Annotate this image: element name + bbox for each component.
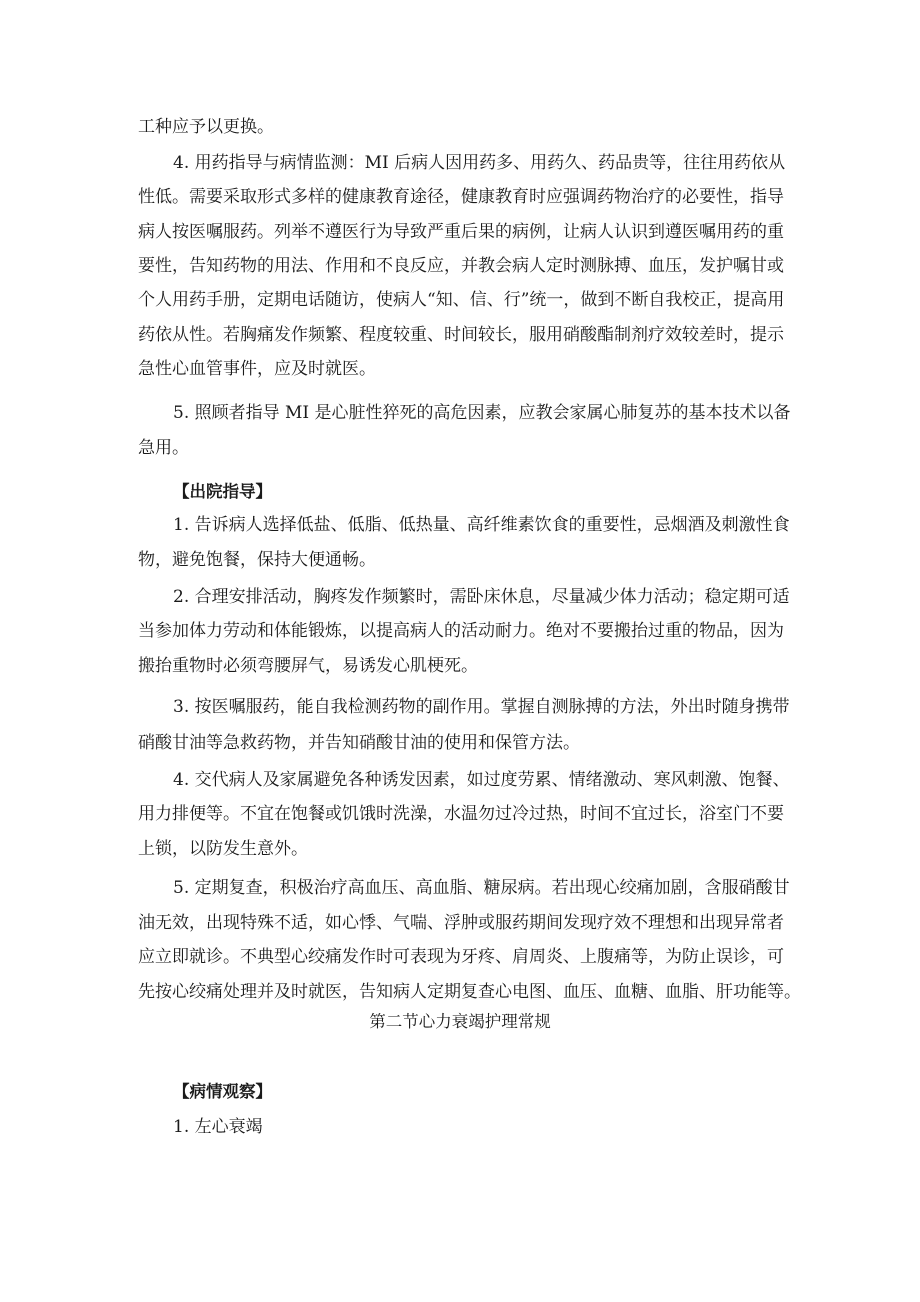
paragraph-line: 工种应予以更换。	[138, 117, 274, 137]
section-title: 第二节心力衰竭护理常规	[369, 1012, 551, 1031]
paragraph-line: 4. 用药指导与病情监测：MI 后病人因用药多、用药久、药品贵等，往往用药依从	[173, 153, 786, 173]
paragraph-line: 搬抬重物时必须弯腰屏气，易诱发心肌梗死。	[138, 656, 478, 676]
paragraph-line: 2. 合理安排活动，胸疼发作频繁时，需卧床休息，尽量减少体力活动；稳定期可适	[173, 587, 790, 607]
paragraph-line: 病人按医嘱服药。列举不遵医行为导致严重后果的病例，让病人认识到遵医嘱用药的重	[138, 222, 784, 242]
paragraph-line: 1. 告诉病人选择低盐、低脂、低热量、高纤维素饮食的重要性，忌烟酒及刺激性食	[173, 515, 790, 535]
paragraph-line: 个人用药手册，定期电话随访，使病人“知、信、行”统一，做到不断自我校正，提高用	[138, 290, 785, 310]
paragraph-line: 物，避免饱餐，保持大便通畅。	[138, 550, 376, 570]
paragraph-line: 性低。需要采取形式多样的健康教育途径，健康教育时应强调药物治疗的必要性，指导	[138, 187, 784, 207]
paragraph-line: 用力排便等。不宜在饱餐或饥饿时洗澡，水温勿过冷过热，时间不宜过长，浴室门不要	[138, 804, 784, 824]
paragraph-line: 先按心绞痛处理并及时就医，告知病人定期复查心电图、血压、血糖、血脂、肝功能等。	[138, 982, 801, 1002]
paragraph-line: 油无效，出现特殊不适，如心悸、气喘、浮肿或服药期间发现疗效不理想和出现异常者	[138, 913, 784, 933]
paragraph-line: 要性，告知药物的用法、作用和不良反应，并教会病人定时测脉搏、血压，发护嘱甘或	[138, 256, 784, 276]
paragraph-line: 上锁，以防发生意外。	[138, 839, 308, 859]
paragraph-line: 3. 按医嘱服药，能自我检测药物的副作用。掌握自测脉搏的方法，外出时随身携带	[173, 697, 790, 717]
paragraph-line: 急用。	[138, 438, 189, 458]
paragraph-line: 药依从性。若胸痛发作频繁、程度较重、时间较长，服用硝酸酯制剂疗效较差时，提示	[138, 325, 784, 345]
paragraph-line: 4. 交代病人及家属避免各种诱发因素，如过度劳累、情绪激动、寒风刺激、饱餐、	[173, 770, 790, 790]
paragraph-line: 1. 左心衰竭	[173, 1117, 263, 1137]
paragraph-line: 应立即就诊。不典型心绞痛发作时可表现为牙疼、肩周炎、上腹痛等，为防止误诊，可	[138, 947, 784, 967]
paragraph-line: 5. 照顾者指导 MI 是心脏性猝死的高危因素，应教会家属心肺复苏的基本技术以备	[173, 403, 791, 423]
section-heading-discharge: 【出院指导】	[173, 482, 272, 501]
paragraph-line: 硝酸甘油等急救药物，并告知硝酸甘油的使用和保管方法。	[138, 733, 580, 753]
paragraph-line: 急性心血管事件，应及时就医。	[138, 359, 376, 379]
paragraph-line: 当参加体力劳动和体能锻炼，以提高病人的活动耐力。绝对不要搬抬过重的物品，因为	[138, 621, 784, 641]
paragraph-line: 5. 定期复查，积极治疗高血压、高血脂、糖尿病。若出现心绞痛加剧，含服硝酸甘	[173, 878, 790, 898]
section-heading-observation: 【病情观察】	[173, 1082, 272, 1101]
